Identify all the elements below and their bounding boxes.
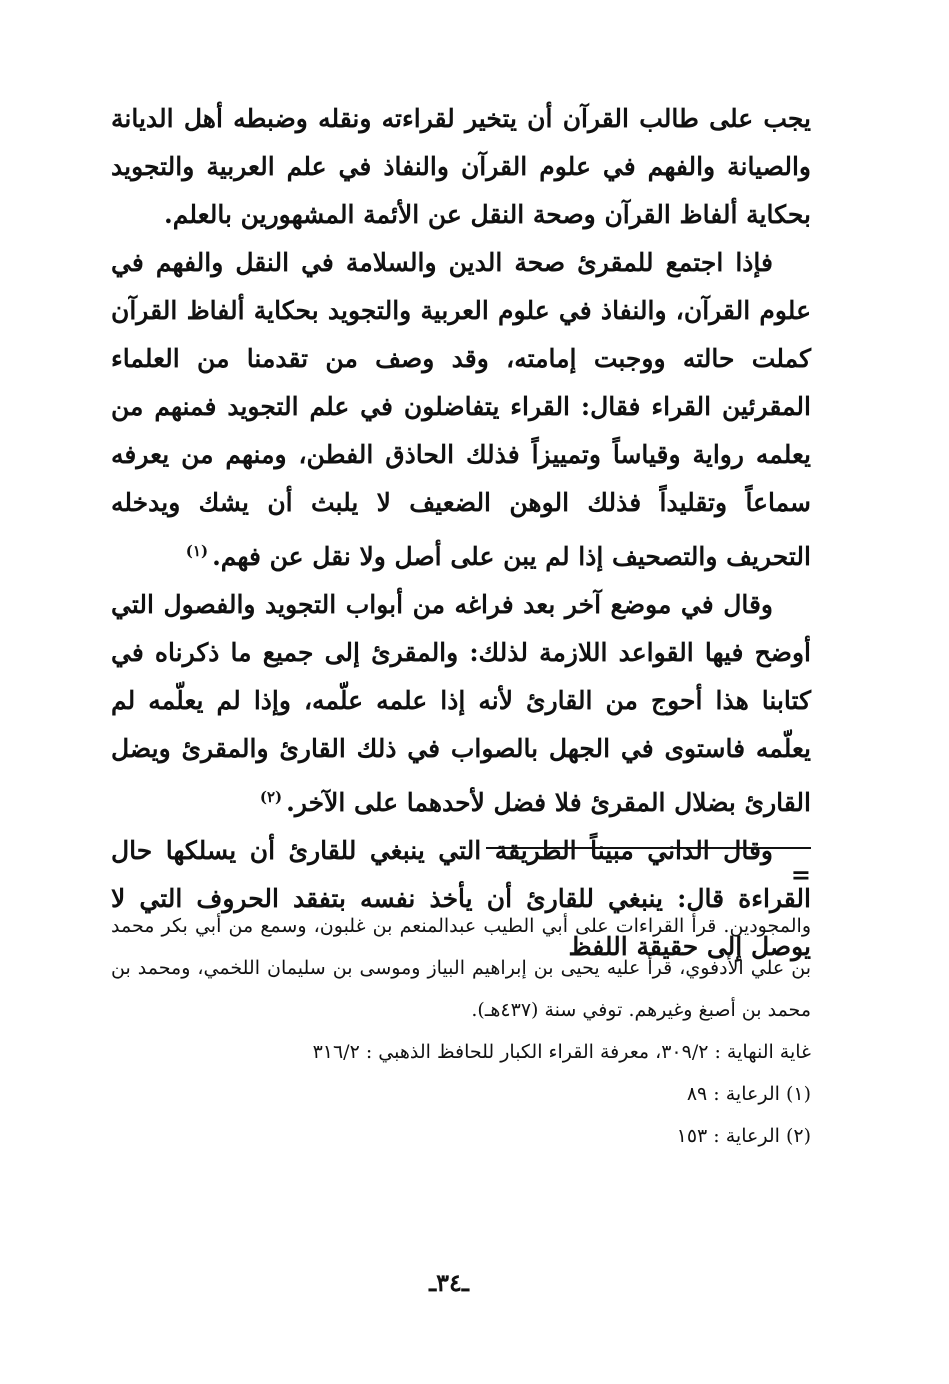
paragraph [111,239,811,581]
paragraph-text: وقال في موضع آخر بعد فراغه من أبواب التجويد والفصول التي أوضح فيها القواعد اللازمة لذلك: والمقرئ إلى جميع ما ذكرناه في كتابنا هذا أحوج من القارئ لأنه إذا علمه علّمه، وإذا لم يعلّمه لم يعلّمه فاستوى في الجهل بالصواب في ذلك القارئ والمقرئ ويضل القارئ بضلال المقرئ فلا فضل لأحدهما على الآخر. [111,590,811,817]
footnote-marker: (١) [185,542,209,560]
footnote-2: (٢) الرعاية : ١٥٣ [676,1125,811,1147]
continuation-mark: = [790,860,811,889]
footnote-source: غاية النهاية : ٣٠٩/٢، معرفة القراء الكبار للحافظ الذهبي : ٣١٦/٢ [312,1041,811,1063]
paragraph-text: يجب على طالب القرآن أن يتخير لقراءته ونقله وضبطه أهل الديانة والصيانة والفهم في علوم القرآن والنفاذ في علم العربية والتجويد بحكاية ألفاظ القرآن وصحة النقل عن الأئمة المشهورين بالعلم. [111,104,811,229]
paragraph-text: وقال الداني مبيناً الطريقة التي ينبغي للقارئ أن يسلكها حال القراءة قال: ينبغي للقارئ أن يأخذ نفسه بتفقد الحروف التي لا يوصل إلى حقيقة اللفظ [111,836,811,961]
main-text [111,95,811,971]
paragraph [111,581,811,827]
paragraph-text: فإذا اجتمع للمقرئ صحة الدين والسلامة في النقل والفهم في علوم القرآن، والنفاذ في علوم العربية والتجويد بحكاية ألفاظ القرآن كملت حالته ووجبت إمامته، وقد وصف من تقدمنا من العلماء المقرئين القراء فقال: القراء يتفاضلون في علم التجويد فمنهم من يعلمه رواية وقياساً وتمييزاً فذلك الحاذق الفطن، ومنهم من يعرفه سماعاً وتقليداً فذلك الوهن الضعيف لا يلبث أن يشك ويدخله التحريف والتصحيف إذا لم يبن على أصل ولا نقل عن فهم. [111,248,811,571]
footnote-marker: (٢) [259,788,283,806]
footnote-divider [486,847,811,849]
footnote-continued: والمجودين. قرأ القراءات على أبي الطيب عبدالمنعم بن غلبون، وسمع من أبي بكر محمد بن علي الأدفوي، قرأ عليه يحيى بن إبراهيم البياز وموسى بن سليمان اللخمي، ومحمد بن محمد بن أصبغ وغيرهم. توفي سنة (٤٣٧هـ). [111,915,811,1021]
footnote-1: (١) الرعاية : ٨٩ [686,1083,811,1105]
paragraph [111,95,811,239]
footnotes [111,905,811,1157]
page-number: ـ٣٤ـ [429,1268,469,1297]
